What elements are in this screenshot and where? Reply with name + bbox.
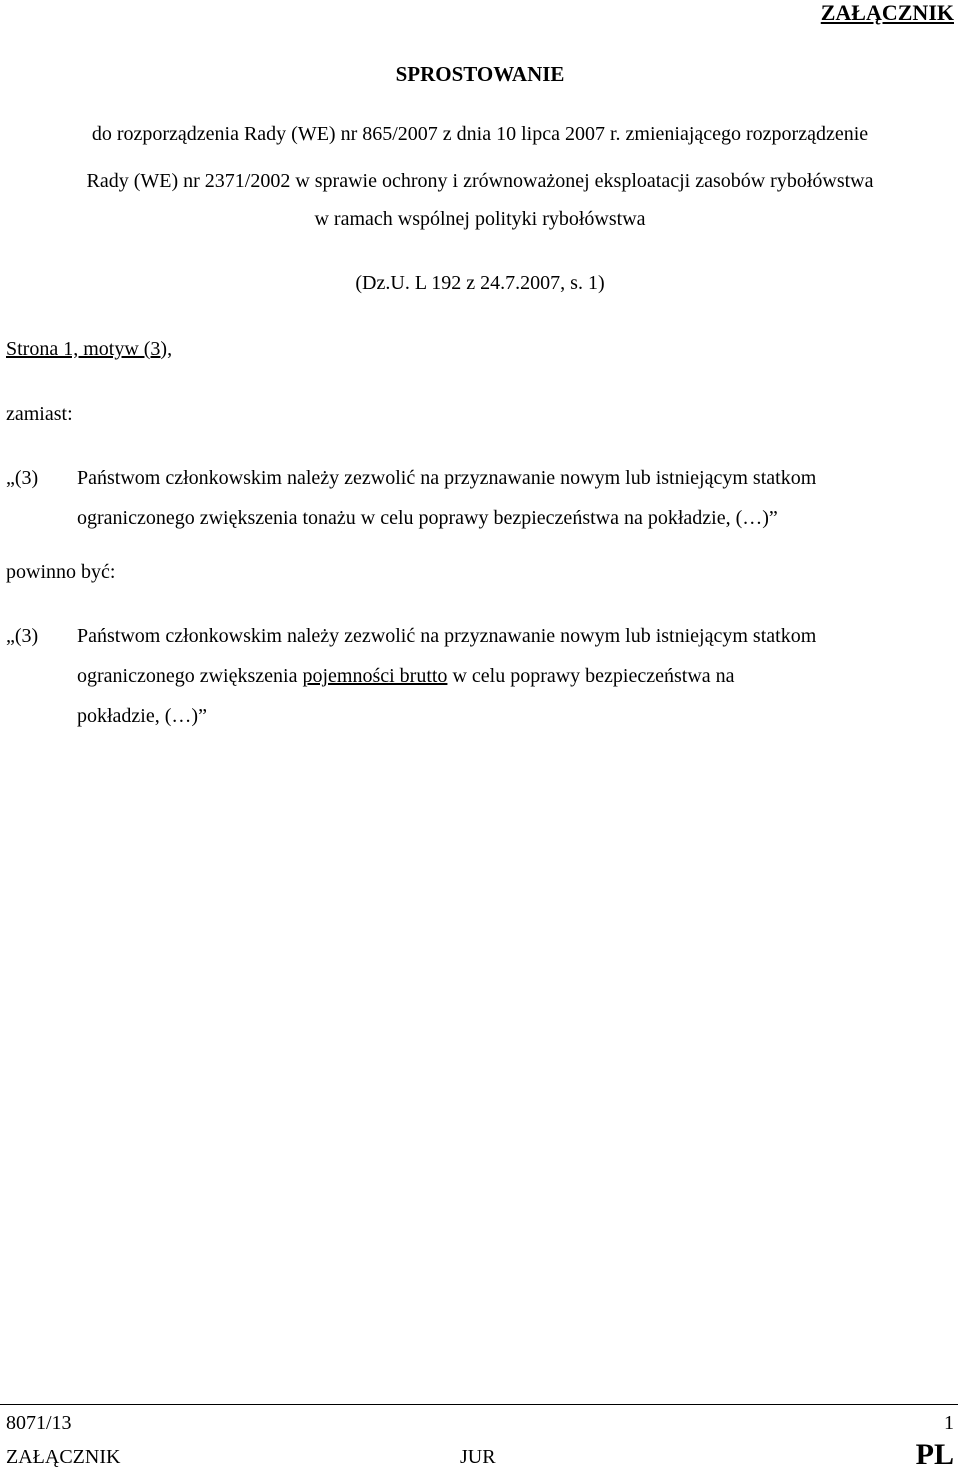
instead-label: zamiast: bbox=[6, 403, 73, 425]
should-be-text-line-1: Państwom członkowskim należy zezwolić na przyznawanie nowym lub istniejącym statkom bbox=[77, 625, 817, 647]
document-title: SPROSTOWANIE bbox=[395, 62, 565, 86]
subtitle-line-2: Rady (WE) nr 2371/2002 w sprawie ochrony i zrównoważonej eksploatacji zasobów rybołówstwa bbox=[86, 170, 874, 192]
should-be-text-line-2 bbox=[77, 665, 735, 688]
corrected-term: pojemności brutto bbox=[302, 665, 448, 687]
should-be-recital-number: „(3) bbox=[6, 625, 39, 647]
should-be-text-line-3: pokładzie, (…)” bbox=[77, 705, 207, 727]
subtitle-line-1: do rozporządzenia Rady (WE) nr 865/2007 z dnia 10 lipca 2007 r. zmieniającego rozporządzenie bbox=[91, 123, 869, 145]
footer-document-number: 8071/13 bbox=[6, 1412, 72, 1434]
instead-recital-number: „(3) bbox=[6, 467, 39, 489]
should-be-text-line-2-end: w celu poprawy bezpieczeństwa na bbox=[447, 665, 735, 687]
instead-text-line-1: Państwom członkowskim należy zezwolić na przyznawanie nowym lub istniejącym statkom bbox=[77, 467, 817, 489]
footer-annex-label: ZAŁĄCZNIK bbox=[6, 1446, 121, 1468]
instead-text-line-2: ograniczonego zwiększenia tonażu w celu poprawy bezpieczeństwa na pokładzie, (…)” bbox=[77, 507, 778, 529]
should-be-text-line-2-start: ograniczonego zwiększenia bbox=[77, 665, 303, 687]
footer-divider bbox=[0, 1404, 958, 1405]
footer-language-code: PL bbox=[915, 1438, 954, 1471]
should-be-label: powinno być: bbox=[6, 561, 116, 583]
subtitle-line-3: w ramach wspólnej polityki rybołówstwa bbox=[314, 208, 646, 230]
annex-header-label: ZAŁĄCZNIK bbox=[820, 0, 954, 25]
footer-page-number: 1 bbox=[944, 1412, 954, 1434]
journal-reference: (Dz.U. L 192 z 24.7.2007, s. 1) bbox=[355, 272, 605, 294]
footer-department: JUR bbox=[460, 1446, 496, 1468]
page-recital-reference: Strona 1, motyw (3), bbox=[6, 338, 173, 360]
